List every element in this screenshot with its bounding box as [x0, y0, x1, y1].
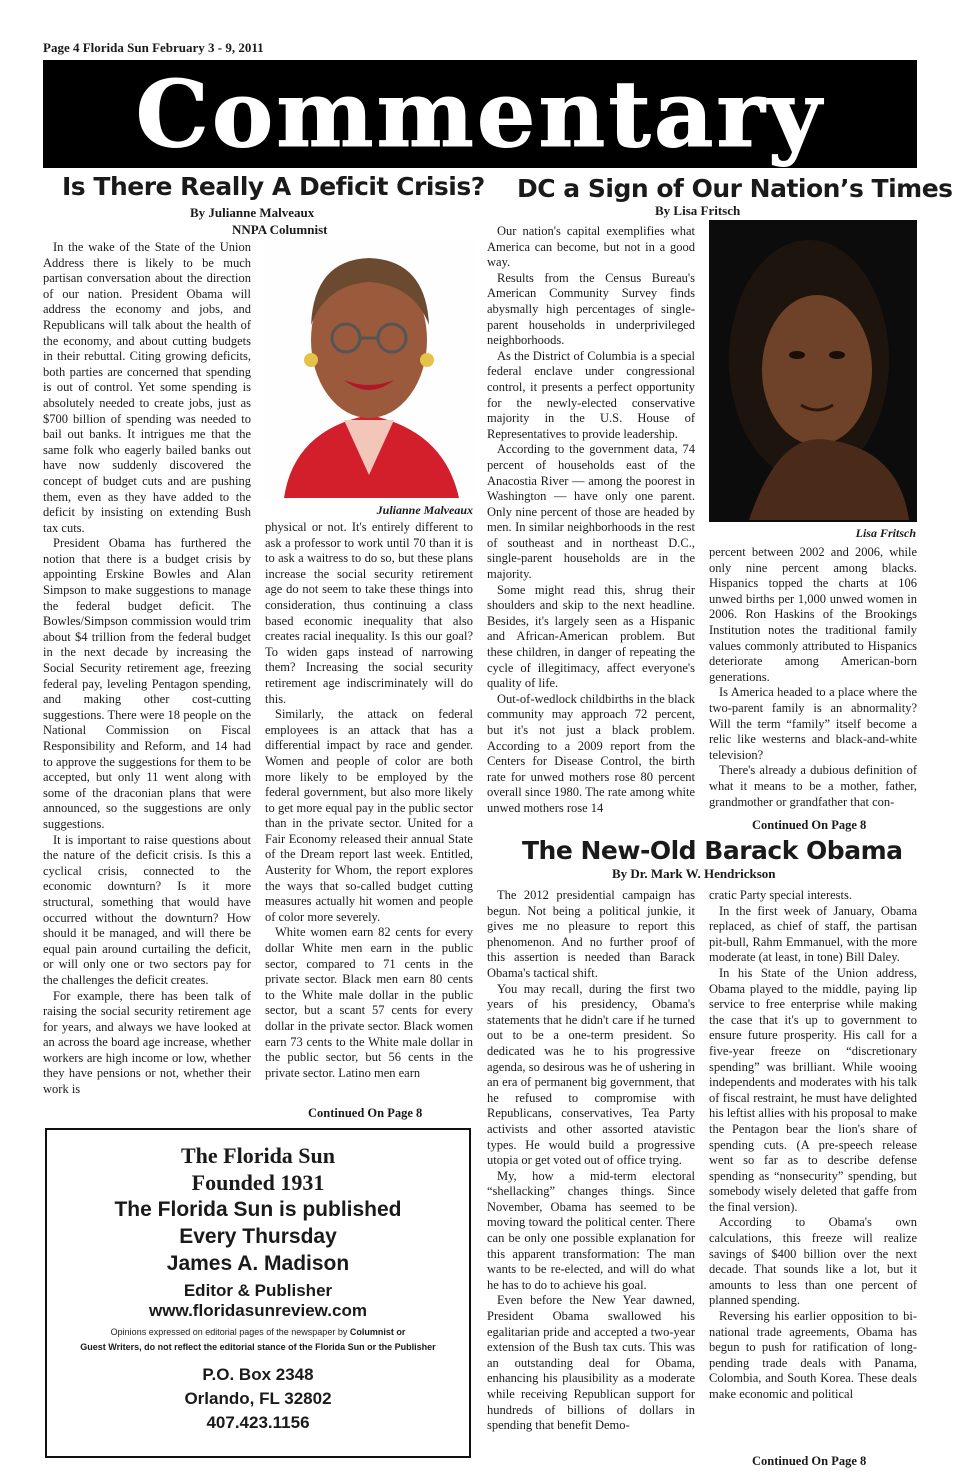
paragraph: According to Obama's own calculations, this freeze will realize savings of $400 billion over the next decade. That sounds like a lot, but it amounts to less than one percent of planned spending. — [709, 1215, 917, 1308]
paragraph: As the District of Columbia is a special federal enclave under congressional control, it presents a perfect opportunity for the newly-elected conservative majority in the U.S. House of Representatives to provide leadership. — [487, 348, 695, 441]
masthead-box — [45, 1128, 471, 1458]
disclaimer-text: Opinions expressed on editorial pages of the newspaper by — [110, 1327, 350, 1337]
paragraph: Results from the Census Bureau's American Community Survey finds abysmally high percentages of single-parent households in underprivileged neighborhoods. — [487, 270, 695, 348]
article2-column-1 — [487, 224, 695, 834]
paragraph: Our nation's capital exemplifies what America can become, but not in a good way. — [487, 224, 695, 270]
lisa-fritsch-photo — [709, 220, 917, 522]
article1-headline: Is There Really A Deficit Crisis? — [62, 172, 485, 201]
article1-column-2 — [265, 520, 473, 1102]
article3-headline: The New-Old Barack Obama — [522, 836, 903, 865]
article1-byline: By Julianne Malveaux — [190, 205, 315, 220]
paragraph: There's already a dubious definition of what it means to be a mother, father, grandmother or grandfather that con- — [709, 763, 917, 809]
paragraph: It is important to raise questions about the nature of the deficit crisis. Is this a cyclical crisis, connected to the economic downturn? Is it more structural, something that would have occurred without the downturn? How should it be managed, and will there be equal pain around curtailing the deficit, or will only one or two sectors pay for the challenges the deficit creates. — [43, 832, 251, 987]
article1-column-1 — [43, 240, 251, 1120]
paragraph: Even before the New Year dawned, President Obama swallowed his egalitarian pride and accepted a two-year extension of the Bush tax cuts. This was an outstanding deal for Obama, enhancing his plausibility as a moderate while receiving Republican support for hundreds of billions of dollars in spending that benefit Demo- — [487, 1293, 695, 1433]
disclaimer-bold: Guest Writers, do not reflect the editorial stance of the Florida Sun or the Publisher — [80, 1342, 436, 1352]
article2-column-2 — [709, 545, 917, 815]
paragraph: Some might read this, shrug their shoulders and skip to the next headline. Besides, it's largely seen as a Hispanic and African-American problem. But these children, in danger of repeating the cycle of illegitimacy, affect everyone's quality of life. — [487, 582, 695, 691]
paragraph: The 2012 presidential campaign has begun. Not being a political junkie, it gives me no pleasure to report this phenomenon. And no further proof of this assertion is needed than Barack Obama's tactical shift. — [487, 888, 695, 980]
paragraph: Similarly, the attack on federal employees is an attack that has a differential impact by race and gender. Women and people of color are both more likely to be employed by the federal government, but also more likely to get more equal pay in the public sector than in the private sector. United for a Fair Economy released their annual State of the Dream report last week. Entitled, Austerity for Whom, the report explores the ways that so-called budget cutting measures actually hit women and people of color more severely. — [265, 707, 473, 924]
paragraph: percent between 2002 and 2006, while only nine percent among blacks. Hispanics topped the charts at 106 unwed births per 1,000 unwed women in 2006. Ron Haskins of the Brookings Institution notes the traditional family values commonly attributed to Hispanics deteriorate among American-born generations. — [709, 545, 917, 684]
paragraph: cratic Party special interests. — [709, 888, 852, 902]
julianne-malveaux-photo — [264, 240, 474, 498]
article3-byline: By Dr. Mark W. Hendrickson — [612, 866, 776, 881]
masthead-published: The Florida Sun is published — [114, 1198, 402, 1221]
masthead-website[interactable]: www.floridasunreview.com — [149, 1301, 367, 1320]
paragraph: In the wake of the State of the Union Address there is likely to be much partisan conversation about the direction of our nation. President Obama will address the economy and jobs, and Republicans will talk about the health of the economy, and about cutting budgets in their rebuttal. Citing growing deficits, both parties are concerned that spending is out of control. Yet some spending is absolutely needed to create jobs, just as $700 billion of spending was needed to bail out banks. It intrigues me that the same folk who eagerly bailed banks out have now suddenly discovered the concept of budget cuts and are pushing them, even as they have added to the deficit by insisting on extending Bush tax cuts. — [43, 240, 251, 535]
photo-caption-fritsch: Lisa Fritsch — [855, 526, 916, 540]
article2-byline: By Lisa Fritsch — [655, 203, 741, 218]
article3-column-1 — [487, 888, 695, 1468]
masthead-day: Every Thursday — [179, 1225, 337, 1248]
masthead-city: Orlando, FL 32802 — [184, 1389, 332, 1408]
paragraph: Out-of-wedlock childbirths in the black community may approach 72 percent, but it's not just a black problem. According to a 2009 report from the Centers for Disease Control, the birth rate for unwed mothers rose 80 percent overall since 1980. The rate among white unwed mothers rose 14 — [487, 691, 695, 815]
paragraph: My, how a mid-term electoral “shellacking” changes things. Since November, Obama has seemed to be moving toward the political center. There can be only one possible explanation for this apparent transformation: The man wants to be re-elected, and will do what he has to do to achieve his goal. — [487, 1168, 695, 1292]
masthead-phone: 407.423.1156 — [206, 1413, 310, 1432]
paragraph: Reversing his earlier opposition to bi-national trade agreements, Obama has begun to push for ratification of long-pending trade deals with Panama, Colombia, and South Korea. These deals make economic and political — [709, 1309, 917, 1401]
article2-headline: DC a Sign of Our Nation’s Times — [517, 174, 953, 203]
masthead-editor-name: James A. Madison — [166, 1252, 350, 1275]
masthead-po-box: P.O. Box 2348 — [202, 1365, 314, 1384]
paragraph: physical or not. It's entirely different to ask a professor to work until 70 than it is to ask a waitress to do so, but these plans increase the social security retirement age do not seem to take these things into consideration, thus continuing a class based economic inequality that also creates racial inequality. Is this our goal? To widen gaps instead of narrowing them? Increasing the social security retirement age indiscriminately will do this. — [265, 520, 473, 706]
masthead-name: The Florida Sun — [180, 1143, 336, 1168]
article1-continued: Continued On Page 8 — [308, 1106, 423, 1120]
masthead-disclaimer — [47, 1325, 469, 1340]
article2-continued: Continued On Page 8 — [752, 818, 867, 832]
paragraph: Is America headed to a place where the two-parent family is an abnormality? Will the term “family” itself become a relic like westerns and black-and-white television? — [709, 685, 917, 762]
photo-caption-malveaux: Julianne Malveaux — [376, 503, 473, 517]
article1-byline-title: NNPA Columnist — [232, 222, 328, 237]
paragraph: President Obama has furthered the notion that there is a budget crisis by appointing Erskine Bowles and Alan Simpson to make suggestions to manage the federal budget deficit. The Bowles/Simpson commission would trim about $4 trillion from the federal budget in the next decade by increasing the Social Security retirement age, freezing federal pay, leveling Pentagon spending, and making other cost-cutting suggestions. There were 18 people on the National Commission on Fiscal Responsibility and Reform, and 14 had to approve the suggestions for them to be accepted, but only 11 went along with some of the draconian plans that were announced, so the suggestions are only suggestions. — [43, 536, 251, 831]
article3-continued: Continued On Page 8 — [752, 1454, 867, 1468]
masthead-editor-title: Editor & Publisher — [183, 1281, 333, 1300]
disclaimer-bold: Columnist or — [349, 1327, 406, 1337]
paragraph: For example, there has been talk of raising the social security retirement age for years, and always we have looked at an across the board age increase, whether workers are high income or low, whether they have pensions or not, whether their work is — [43, 988, 251, 1097]
masthead-disclaimer-line2 — [47, 1340, 469, 1355]
paragraph: White women earn 82 cents for every dollar White men earn in the public sector, compared to 71 cents in the private sector. Black men earn 80 cents to the White male dollar in the public sector, but a scant 57 cents for every dollar in the private sector. Black women earn 73 cents to the White male dollar in the public sector, but 56 cents in the private sector. Latino men earn — [265, 925, 473, 1080]
section-banner: Commentary — [43, 60, 917, 168]
article3-column-2 — [709, 888, 917, 1452]
paragraph: You may recall, during the first two years of his presidency, Obama's statements that he didn't care if he turned out to be a one-term president. So dedicated was he to his progressive agenda, so desirous was he of ushering in an era of permanent big government, that he refused to compromise with Republicans, conservatives, Tea Party activists and other assorted atavistic types. He would build a progressive utopia or get voted out of office trying. — [487, 981, 695, 1168]
paragraph: According to the government data, 74 percent of households east of the Anacostia River — among the poorest in Washington — have only one parent. Only nine percent of those are headed by men. In similar neighborhoods in the rest of southeast and in northeast D.C., single-parent households are in the majority. — [487, 442, 695, 582]
paragraph: In the first week of January, Obama replaced, as chief of staff, the partisan pit-bull, Rahm Emmanuel, with the more moderate (at least, in tone) Bill Daley. — [709, 903, 917, 965]
masthead-founded: Founded 1931 — [191, 1170, 325, 1195]
page-folio: Page 4 Florida Sun February 3 - 9, 2011 — [43, 40, 264, 55]
paragraph: In his State of the Union address, Obama played to the middle, paying lip service to free enterprise while making the case that it's up to government to ensure future prosperity. His call for a five-year freeze on “discretionary spending” was brilliant. While wooing independents and moderates with his talk of fiscal restraint, he must have delighted his leftist allies with his proposal to make the Pentagon bear the lion's share of spending cuts. (A pre-speech release went so far as to describe defense spending as “nonsecurity” spending, but somebody wisely deleted that gaffe from the final version). — [709, 965, 917, 1214]
